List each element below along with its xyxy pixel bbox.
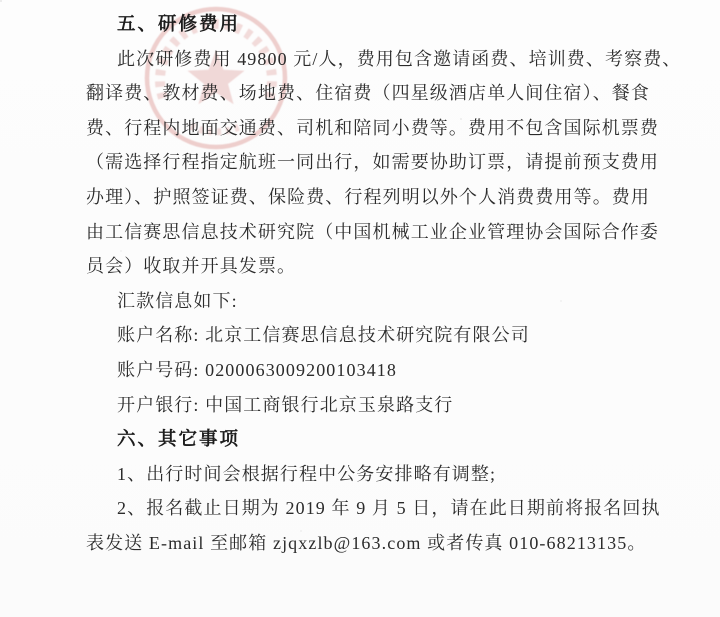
note-1-line: 1、出行时间会根据行程中公务安排略有调整; (117, 463, 497, 484)
para-fees-line-4: （需选择行程指定航班一同出行，如需要协助订票，请提前预支费用 (86, 152, 659, 173)
heading-section6: 六、其它事项 (117, 428, 241, 450)
heading-section5: 五、研修费用 (117, 13, 241, 34)
remittance-info-label: 汇款信息如下: (117, 290, 238, 311)
para-fees-line-6: 由工信赛思信息技术研究院（中国机械工业企业管理协会国际合作委 (86, 221, 659, 242)
para-fees-line-2: 翻译费、教材费、场地费、住宿费（四星级酒店单人间住宿）、餐食 (86, 83, 650, 104)
scan-speckle (0, 0, 2, 2)
note-2-line: 2、报名截止日期为 2019 年 9 月 5 日，请在此日期前将报名回执 (117, 498, 661, 519)
para-fees-line-7: 员会）收取并开具发票。 (86, 256, 297, 277)
para-fees-line-3: 费、行程内地面交通费、司机和陪同小费等。费用不包含国际机票费 (86, 117, 659, 138)
account-number-line: 账户号码: 0200063009200103418 (117, 359, 398, 380)
para-fees-line-1: 此次研修费用 49800 元/人，费用包含邀请函费、培训费、考察费、 (117, 48, 682, 69)
note-2-continued-line: 表发送 E-mail 至邮箱 zjqxzlb@163.com 或者传真 010-68213135。 (86, 532, 647, 553)
bank-name-line: 开户银行: 中国工商银行北京玉泉路支行 (117, 394, 454, 415)
document-body (86, 7, 682, 561)
account-name-line: 账户名称: 北京工信赛思信息技术研究院有限公司 (117, 325, 530, 346)
para-fees-line-5: 办理）、护照签证费、保险费、行程列明以外个人消费费用等。费用 (86, 186, 650, 207)
